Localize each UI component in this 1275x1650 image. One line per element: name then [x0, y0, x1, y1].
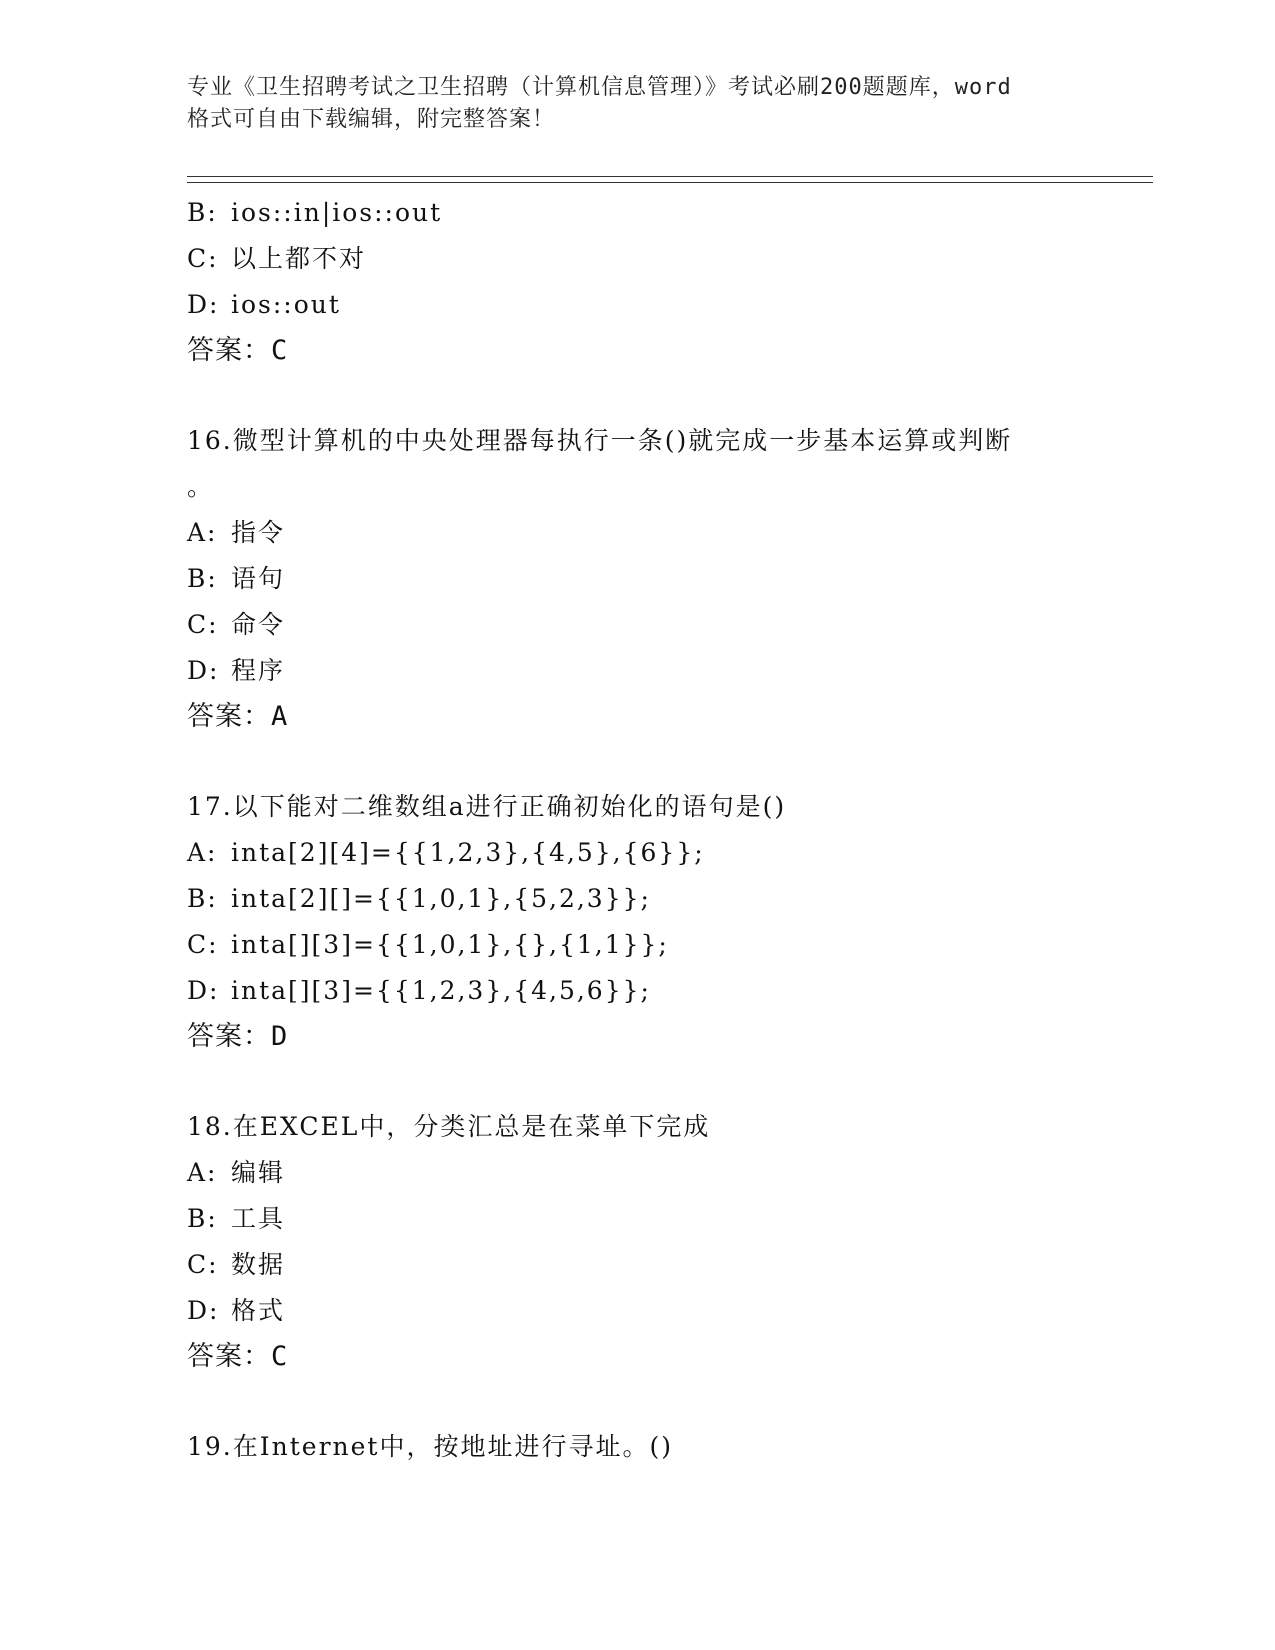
option-text: 命令: [231, 610, 286, 639]
option-letter: D:: [187, 290, 220, 319]
option-letter: A:: [187, 518, 218, 547]
option-letter: B:: [187, 884, 218, 913]
option-d: [187, 648, 1087, 694]
option-letter: D:: [187, 976, 220, 1005]
option-d: [187, 1288, 1087, 1334]
option-letter: B:: [187, 1204, 218, 1233]
option-c: [187, 602, 1087, 648]
option-c: [187, 236, 1087, 282]
header-divider-top: [187, 176, 1153, 177]
option-d: [187, 282, 1087, 328]
option-a: [187, 1150, 1087, 1196]
option-c: [187, 922, 1087, 968]
header-line-2: 格式可自由下载编辑，附完整答案！: [187, 107, 556, 132]
option-text: inta[][3]={{1,2,3},{4,5,6}};: [231, 976, 651, 1005]
question-stem-continuation: 。: [187, 472, 213, 501]
option-letter: C:: [187, 610, 219, 639]
header-divider-bottom: [187, 182, 1153, 183]
option-a: [187, 510, 1087, 556]
question-content: [187, 190, 1087, 1470]
option-d: [187, 968, 1087, 1014]
option-a: [187, 830, 1087, 876]
option-letter: C:: [187, 930, 219, 959]
option-letter: B:: [187, 198, 218, 227]
option-text: ios::in|ios::out: [231, 198, 443, 227]
question-stem: 16.微型计算机的中央处理器每执行一条()就完成一步基本运算或判断: [187, 426, 1013, 455]
option-text: 程序: [231, 656, 286, 685]
option-text: 工具: [231, 1204, 286, 1233]
option-letter: B:: [187, 564, 218, 593]
option-text: ios::out: [231, 290, 341, 319]
option-text: inta[][3]={{1,0,1},{},{1,1}};: [231, 930, 669, 959]
option-b: [187, 1196, 1087, 1242]
option-letter: D:: [187, 656, 220, 685]
question-stem: 19.在Internet中，按地址进行寻址。(): [187, 1432, 673, 1461]
option-text: 以上都不对: [231, 244, 367, 273]
option-text: 指令: [231, 518, 286, 547]
question-17: [187, 784, 1087, 1060]
question-18: [187, 1104, 1087, 1380]
option-c: [187, 1242, 1087, 1288]
option-letter: C:: [187, 1250, 219, 1279]
option-letter: D:: [187, 1296, 220, 1325]
option-letter: C:: [187, 244, 219, 273]
option-text: 编辑: [231, 1158, 286, 1187]
option-b: [187, 556, 1087, 602]
prev-question-block: [187, 190, 1087, 374]
option-letter: A:: [187, 1158, 218, 1187]
answer-line: 答案：C: [187, 335, 289, 366]
answer-line: 答案：D: [187, 1021, 289, 1052]
question-stem: 17.以下能对二维数组a进行正确初始化的语句是(): [187, 792, 787, 821]
option-text: inta[2][4]={{1,2,3},{4,5},{6}};: [231, 838, 705, 867]
option-text: inta[2][]={{1,0,1},{5,2,3}};: [231, 884, 651, 913]
option-letter: A:: [187, 838, 218, 867]
answer-line: 答案：A: [187, 701, 289, 732]
option-b: [187, 190, 1087, 236]
header-line-1: 专业《卫生招聘考试之卫生招聘（计算机信息管理）》考试必刷200题题库，word: [187, 75, 1012, 100]
option-b: [187, 876, 1087, 922]
question-stem: 18.在EXCEL中，分类汇总是在菜单下完成: [187, 1112, 711, 1141]
answer-line: 答案：C: [187, 1341, 289, 1372]
question-16: [187, 418, 1087, 740]
question-19: [187, 1424, 1087, 1470]
option-text: 格式: [231, 1296, 286, 1325]
document-header: [187, 72, 1087, 136]
option-text: 数据: [231, 1250, 286, 1279]
option-text: 语句: [231, 564, 286, 593]
